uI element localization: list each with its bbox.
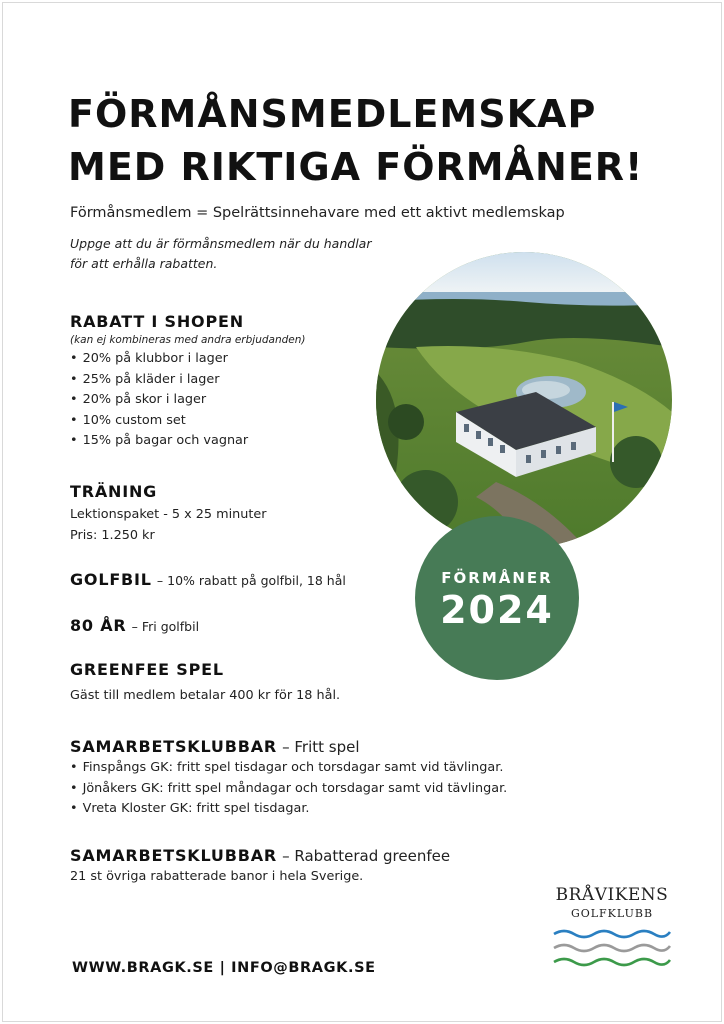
list-item: • 20% på skor i lager [70,390,306,411]
golfcart-heading: GOLFBIL [70,570,152,589]
benefits-badge [415,516,579,680]
logo-subtitle: GOLFKLUBB [570,907,654,920]
shop-caveat: (kan ej kombineras med andra erbjudanden) [70,334,306,346]
training-line-1: Lektionspaket - 5 x 25 minuter [70,507,267,522]
training-section [70,482,267,546]
golfcart-section [70,570,346,589]
age80-text: – Fri golfbil [131,619,200,634]
shop-heading: RABATT I SHOPEN [70,312,244,331]
clubhouse-illustration [376,252,672,548]
greenfee-heading: GREENFEE SPEL [70,660,224,679]
partner-discount-suffix: – Rabatterad greenfee [282,847,451,865]
partner-free-suffix: – Fritt spel [282,738,360,756]
greenfee-text: Gäst till medlem betalar 400 kr för 18 hål. [70,688,341,703]
badge-year: 2024 [440,588,554,632]
footer-contact: WWW.BRAGK.SE | INFO@BRAGK.SE [72,960,376,976]
title-line-2: MED RIKTIGA FÖRMÅNER! [68,145,644,189]
member-note [70,234,371,274]
partner-free-section [70,737,507,820]
list-item: • 20% på klubbor i lager [70,349,306,370]
age80-section [70,616,199,635]
wave-icon [552,926,672,970]
shop-section [70,312,306,452]
greenfee-section [70,660,340,707]
badge-label: FÖRMÅNER [441,569,553,587]
title-line-1: FÖRMÅNSMEDLEMSKAP [68,92,597,136]
clubhouse-photo [376,252,672,548]
list-item: • Vreta Kloster GK: fritt spel tisdagar. [70,799,507,820]
list-item: • 15% på bagar och vagnar [70,431,306,452]
training-heading: TRÄNING [70,482,158,501]
list-item: • Finspångs GK: fritt spel tisdagar och torsdagar samt vid tävlingar. [70,758,507,779]
partner-discount-section [70,846,450,888]
member-note-line-1: Uppge att du är förmånsmedlem när du handlar [70,236,372,251]
club-logo [552,885,672,970]
member-note-line-2: för att erhålla rabatten. [70,256,218,271]
partner-discount-text: 21 st övriga rabatterade banor i hela Sverige. [70,869,364,884]
list-item: • 25% på kläder i lager [70,370,306,391]
list-item: • 10% custom set [70,411,306,432]
logo-name: BRÅVIKENS [555,885,669,905]
training-line-2: Pris: 1.250 kr [70,527,155,543]
age80-heading: 80 ÅR [70,616,127,635]
partner-discount-heading: SAMARBETSKLUBBAR [70,846,278,865]
subtitle: Förmånsmedlem = Spelrättsinnehavare med ett aktivt medlemskap [70,205,565,221]
list-item: • Jönåkers GK: fritt spel måndagar och torsdagar samt vid tävlingar. [70,779,507,800]
partner-free-list [70,758,507,820]
partner-free-heading: SAMARBETSKLUBBAR [70,737,278,756]
golfcart-text: – 10% rabatt på golfbil, 18 hål [156,573,346,588]
shop-list [70,349,306,452]
